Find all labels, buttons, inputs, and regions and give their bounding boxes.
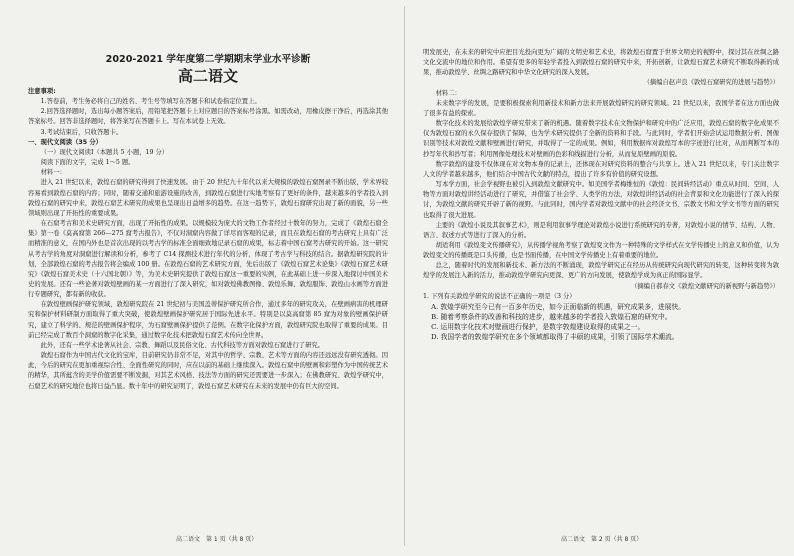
column-divider <box>404 6 405 546</box>
body-paragraph: 未来数字学的发展，是要积极探索利用新技术和新方法来开展敦煌研究的研究领域。21 世纪以来，我国学者在这方面也做了很多有益的探索。 <box>423 99 779 117</box>
body-paragraph: 总之，随着时代的发展和新技术、新方法的不断涌现，敦煌学研究正在经历从传统研究向现代研究的转变，这种转变将为敦煌学的发展注入新的活力，推动敦煌学研究向更深、更广的方向发展，使敦煌学成为真正的国际显学。 <box>423 262 779 280</box>
question-stem: 1. 下列有关敦煌学研究的说法不正确的一项是（3 分） <box>423 292 576 300</box>
answer-option-c: C. 运用数字化技术对壁画进行保护，是数字敦煌建设取得的成果之一。 <box>431 323 645 332</box>
section-heading: 一、现代文阅读（35 分） <box>28 138 102 146</box>
page-footer-right: 高二语文 第 2 页（共 8 页） <box>561 536 643 543</box>
answer-option-a: A. 敦煌学研究至今已有一百多年历史，如今正面临新的机遇，研究成果多，进展快。 <box>431 302 686 311</box>
right-column <box>423 0 779 556</box>
reading-instruction: 阅读下面的文字，完成 1～5 题。 <box>40 159 135 167</box>
material-label: 材料一： <box>40 169 66 177</box>
left-column <box>28 0 388 556</box>
body-paragraph: 主要的《敦煌小说及其叙事艺术》，则是利用叙事学理论对敦煌小说进行系统研究的专著，对敦煌小说的情节、结构、人物、语言、叙述方式等进行了深入的分析。 <box>423 221 779 239</box>
body-paragraph: 明发展史，在未来的研究中应把目光投向更为广阔的文明史和艺术史，将敦煌石窟置于世界文明史的视野中，探讨其在丝绸之路文化交流中的地位和作用。希望有更多的年轻学者投入到敦煌石窟的研究中来，开拓创新，让敦煌石窟艺术研究不断取得新的成果，推动敦煌学、丝绸之路研究和中华文化研究的深入发展。 <box>423 49 779 77</box>
answer-option-b: B. 随着考察条件的改善和科技的进步，越来越多的学者投入敦煌石窟的研究中。 <box>431 313 672 322</box>
body-paragraph: 在敦煌壁画保护研究领域，敦煌研究院在 21 世纪初与美国盖蒂保护研究所合作，通过多年的研究攻关，在壁画病害的机理研究和保护材料研制方面取得了重大突破，使敦煌壁画保护研究居于国际先进水平。特别是以莫高窟第 85 窟为对象的壁画保护研究，建立了科学的、规范的壁画保护程序，为石窟壁画保护提供了范例。在数字化保护方面，敦煌研究院也取得了重要的成果。目前已经完成了数百个洞窟的数字化采集，通过数字化技术把敦煌石窟艺术传向全世界。 <box>28 301 388 339</box>
notice-item: 1.答卷前，考生务必将自己的姓名、考生号等填写在答题卡和试卷指定位置上。 <box>40 98 261 106</box>
subsection-heading: （一）现代文阅读Ⅰ（本题共 5 小题，19 分） <box>40 148 169 156</box>
exam-title: 2020-2021 学年度第二学期期末学业水平诊断 <box>105 54 311 65</box>
notice-item: 2.回答选择题时，选出每小题答案后，用铅笔把答题卡上对应题目的答案标号涂黑。如需改动，用橡皮擦干净后，再选涂其他答案标号。回答非选择题时，将答案写在答题卡上。写在本试卷上无效。 <box>28 108 388 126</box>
source-citation: （摘编自赵声良《敦煌石窟研究的进展与趋势》） <box>643 79 779 87</box>
body-paragraph: 数字敦煌的建设不仅体现在对文物本身的记录上，还体现在对研究资料的整合与共享上。进入 21 世纪以来，专门关注数字人文的学者越来越多，他们结合中国古代文献的特点，提出了许多有价值的研究设想。 <box>423 160 779 178</box>
subject-title: 高二语文 <box>177 67 238 85</box>
page-footer-left: 高二语文 第 1 页（共 8 页） <box>176 536 258 543</box>
notice-item: 3.考试结束后，只收答题卡。 <box>40 128 123 136</box>
notice-heading: 注意事项: <box>28 88 56 95</box>
answer-option-d: D. 我国学者的敦煌学研究在多个领域都取得了丰硕的成果，引领了国际学术潮流。 <box>431 333 679 342</box>
body-paragraph: 此外，还有一些学术论著从社会、宗教、舞蹈以及民俗文化、古代科技等方面对敦煌石窟进行了研究。 <box>40 341 324 349</box>
material-label: 材料二： <box>435 89 461 97</box>
body-paragraph: 写本学方面，社会学视野也被引入到敦煌文献研究中。如美国学者梅维恒的《敦煌：民间转经活动》重点从时间、空间、人物等方面对敦煌讲经活动进行了研究，并借鉴了社会学、人类学的方法，对敦煌讲经活动的社会背景和文化功能进行了深入的探讨，为敦煌文献的研究开辟了新的视野。与此同时，国内学者对敦煌文献中的社会经济文书、宗教文书和文学文书等方面的研究也取得了很大进展。 <box>423 181 779 219</box>
body-paragraph: 进入 21 世纪以来，敦煌石窟的研究得到了快速发展。由于 20 世纪九十年代以来大规模的敦煌石窟图录不断出版，学术界较容易看到敦煌石窟的内容；同时，随着交通和旅游设施的改善，到敦煌石窟进行实地考察有了更好的条件，越来越多的学者投入到敦煌石窟的研究中来，敦煌石窟艺术研究的成果也呈现出日益增多的趋势。在这一趋势下，敦煌石窟研究出现了新的面貌，另一些领域则出现了开拓性的重要成果。 <box>28 179 388 217</box>
body-paragraph: 敦煌石窟作为中国古代文化的宝库，目前研究仍非常不足，对其中的哲学、宗教、艺术等方面的内容还远远没有研究透彻。因此，今后的研究在更加重视综合性、全面性研究的同时，应在以前的基础上继续深入。敦煌石窟中的壁画和彩塑作为中国传统艺术的精华，其所蕴含的美学价值需要不断发掘，对其艺术风格、技法等方面的研究还需要进一步深入；在佛教研究、敦煌学研究中，石窟艺术的研究地位也将日益凸显。数十年中的研究证明了，敦煌石窟艺术研究在未来的发展中仍有巨大的空间。 <box>28 352 388 390</box>
body-paragraph: 胡适利用《敦煌变文传播研究》，从传播学视角考察了敦煌变文作为一种特殊的文学样式在文学传播史上的意义和价值，认为敦煌变文的传播既是口头传播，也是书面传播，在中国文学传播史上有着重要的地位。 <box>423 241 779 260</box>
body-paragraph: 在石窟考古和美术史研究方面，出现了开拓性的成果。以规模较为庞大的文物工作者经过十数年的努力，完成了《敦煌石窟全集》第一卷《莫高窟第 266—275 窟考古报告》，不仅对洞窟内容做了详尽而客观的记录，而且在敦煌石窟的考古研究上具有广泛而精准的意义，在国内外也是首次出现的以考古学的标准全面细致地记录石窟的成果，标志着中国石窟考古研究的开始。这一研究从考古学的角度对洞窟进行解读和分析，参考了 C14 探测技术进行年代的分析，体现了考古学与科技的结合。据敦煌研究院的计划，全部敦煌石窟的考古报告将会编成 100 册。在敦煌石窟的艺术研究方面，先后出版了《敦煌石窟艺术论集》《敦煌石窟艺术研究》《敦煌石窟美术史（十六国北朝）》等，为美术史研究提供了敦煌石窟这一重要的实例，在此基础上进一步深入地探讨中国美术史的发展。还有一些论著对敦煌壁画的某一方面进行了深入研究，如对敦煌佛教图像、敦煌乐舞、敦煌服饰、敦煌山水画等方面进行专题研究，都有新的收获。 <box>28 220 388 299</box>
body-paragraph: 数字化技术的发展给敦煌学研究带来了新的机遇。随着数字技术在文物保护和研究中的广泛应用，敦煌石窟的数字化成果不仅为敦煌石窟的永久保存提供了保障，也为学术研究提供了全新的资料和手段。与此同时，学者们开始尝试运用数据分析、图像识别等技术对敦煌文献和壁画进行研究，并取得了一定的成果。例如，利用数据库对敦煌写本的字迹进行比对，从而判断写本的抄写年代和抄写者；利用图像处理技术对壁画的色彩和线描进行分析，从而复原壁画的原貌。 <box>423 120 779 158</box>
source-citation: （摘编自郝春文《敦煌文献研究的新视野与新趋势》） <box>631 282 779 290</box>
